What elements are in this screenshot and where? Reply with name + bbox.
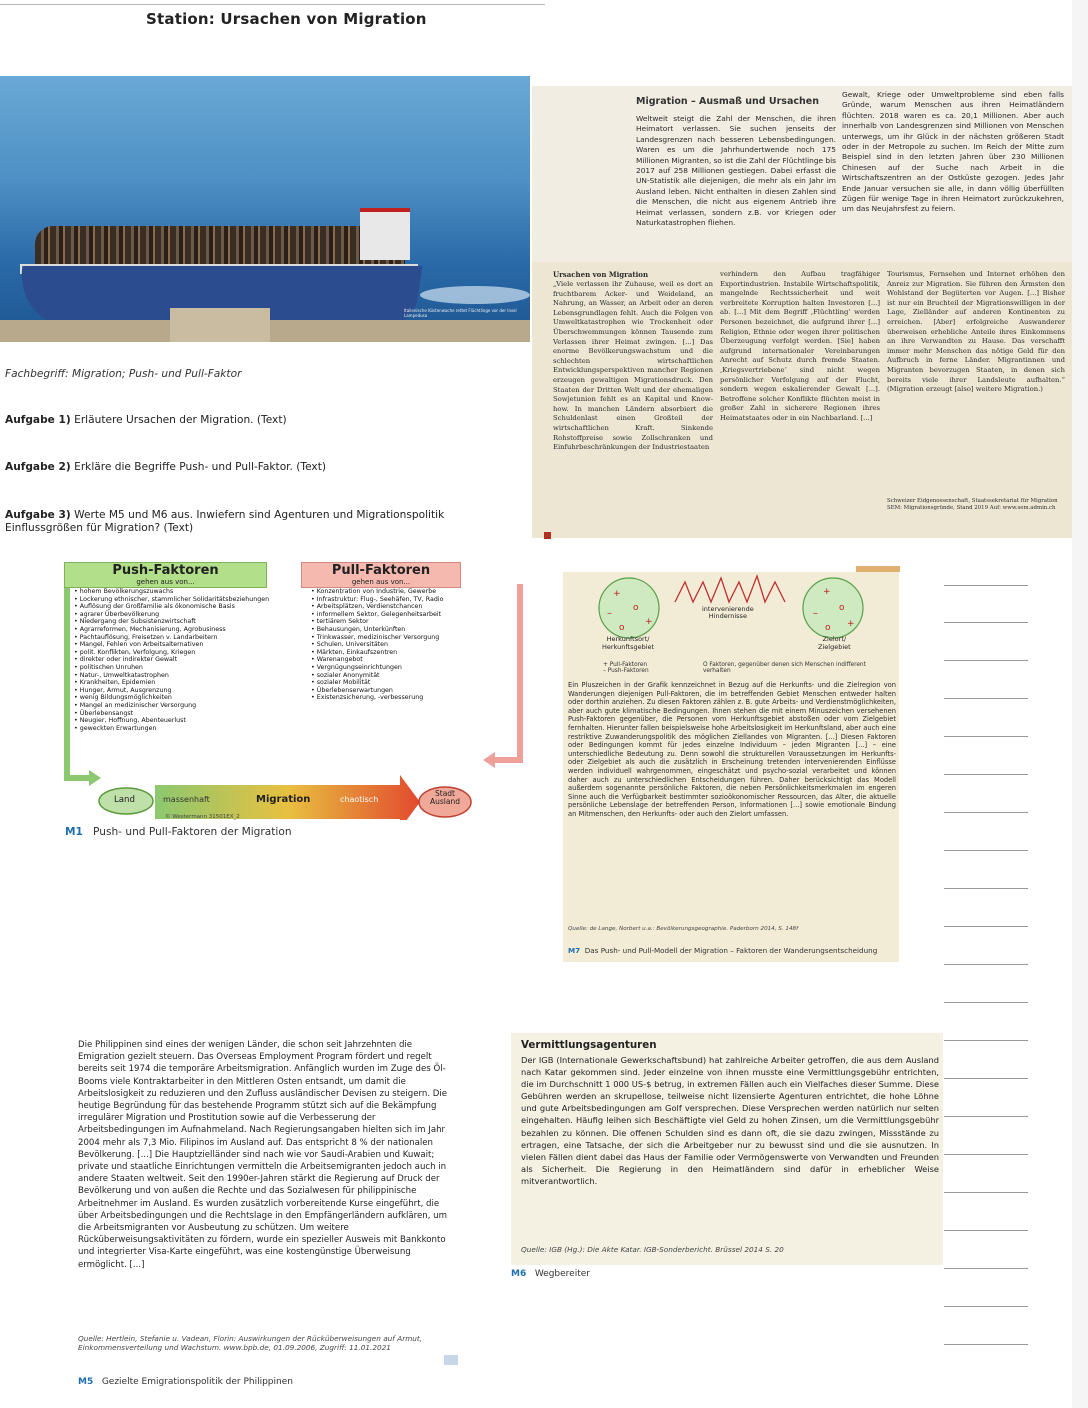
- answer-line: [944, 660, 1028, 661]
- answer-line: [944, 964, 1028, 965]
- quay-block: [170, 308, 270, 342]
- obstacles-zigzag: [675, 576, 785, 602]
- task-3-label: Aufgabe 3): [5, 509, 71, 521]
- article-col2: Gewalt, Kriege oder Umweltprobleme sind eben falls Gründe, warum Menschen aus ihren Heimatländern flüchten. 2018 waren es ca. 20,1 Millionen. Aber auch innerhalb von Landesgrenzen sind Millionen von Menschen unterwegs, um ihr Glück in der nächsten größeren Stadt oder in der Metropole zu suchen. Im Reich der Mitte zum Beispiel sind in den letzten Jahren über 230 Millionen Chinesen auf der Suche nach Arbeit in die Wirtschaftszentren an der Ostküste gezogen. Jedes Jahr Ende Januar versuchen sie alle, in dann völlig überfüllten Zügen für wenige Tage in ihren Heimatort zurückzukehren, um das Neujahrsfest zu feiern.: [842, 90, 1064, 214]
- factor-item: • Warenangebot: [311, 656, 471, 664]
- m6-title: Vermittlungsagenturen: [521, 1039, 657, 1051]
- chaotisch-label: chaotisch: [340, 795, 379, 804]
- answer-line: [944, 1116, 1028, 1117]
- factor-item: • Natur-, Umweltkatastrophen: [74, 672, 274, 680]
- origin-label: [602, 636, 654, 651]
- dest-zero-1: o: [839, 603, 845, 613]
- massenhaft-label: massenhaft: [163, 795, 210, 804]
- factor-item: • Trinkwasser, medizinischer Versorgung: [311, 634, 471, 642]
- m1-caption-text: Push- und Pull-Faktoren der Migration: [93, 826, 292, 838]
- factor-item: • Überlebenserwartungen: [311, 687, 471, 695]
- push-box: [64, 562, 267, 588]
- task-3: [5, 509, 525, 535]
- destination-label-1: Zielort/: [822, 635, 847, 643]
- factor-item: • Existenzsicherung, -verbesserung: [311, 694, 471, 702]
- origin-label-1: Herkunftsort/: [606, 635, 650, 643]
- task-1-text: Erläutere Ursachen der Migration. (Text): [70, 414, 287, 426]
- pull-factor-list: [311, 588, 471, 702]
- boat-photo: [0, 76, 530, 342]
- city-label: [430, 790, 460, 806]
- legend-push: – Push-Faktoren: [603, 668, 649, 675]
- factor-item: • Märkten, Einkaufszentren: [311, 649, 471, 657]
- push-arrow-head: [89, 770, 101, 786]
- m6-caption-label: M6: [511, 1269, 527, 1279]
- factor-item: • politischen Unruhen: [74, 664, 274, 672]
- section-title: Ursachen von Migration: [553, 270, 649, 279]
- answer-line: [944, 888, 1028, 889]
- factor-item: • agrarer Überbevölkerung: [74, 611, 274, 619]
- answer-line: [944, 812, 1028, 813]
- legend-neutral: O Faktoren, gegenüber denen sich Menschen indifferent verhalten: [703, 662, 866, 675]
- photo-caption: Italienische Küstenwache rettet Flüchtlinge vor der Insel Lampedusa: [404, 308, 517, 318]
- dest-plus-1: +: [823, 587, 831, 597]
- fachbegriff: Fachbegriff: Migration; Push- und Pull-Faktor: [5, 368, 242, 380]
- answer-line: [944, 1192, 1028, 1193]
- factor-item: • Pachtauflösung, Freisetzen v. Landarbeitern: [74, 634, 274, 642]
- page-edge: [1072, 0, 1088, 1408]
- section-col3: Tourismus, Fernsehen und Internet erhöhen den Anreiz zur Migration. Sie führen den Ärmsten den Wohlstand der Begüterten vor Augen. [...] Bisher ist nur ein Bruchteil der Migrationswilligen in der Lage, Zielländer auf anderen Kontinenten zu erreichen. [Aber] erfolgreiche Auswanderer überweisen erhebliche Anteile ihres Einkommens an ihre Verwandten zu Hause. Das verschafft immer mehr Menschen das nötige Geld für den Aufbruch in ferne Länder. Migrantinnen und Migranten bevorzugen Staaten, in denen sich bereits viele ihrer Landsleute aufhalten.“ (Migration erzeugt [also] weitere Migration.): [887, 270, 1065, 394]
- destination-label-2: Zielgebiet: [818, 642, 851, 651]
- destination-circle: [803, 578, 863, 638]
- factor-item: • hohem Bevölkerungszuwachs: [74, 588, 274, 596]
- pull-arrow-line: [495, 584, 520, 760]
- page-title: Station: Ursachen von Migration: [146, 10, 427, 28]
- factor-item: • wenig Bildungsmöglichkeiten: [74, 694, 274, 702]
- task-1: [5, 414, 287, 426]
- m6-caption-text: Wegbereiter: [534, 1269, 590, 1279]
- factor-item: • Konzentration von Industrie, Gewerbe: [311, 588, 471, 596]
- task-1-label: Aufgabe 1): [5, 414, 71, 426]
- factor-item: • geweckten Erwartungen: [74, 725, 274, 733]
- factor-item: • Schulen, Universitäten: [311, 641, 471, 649]
- factor-item: • Mangel an medizinischer Versorgung: [74, 702, 274, 710]
- origin-label-2: Herkunftsgebiet: [602, 642, 655, 651]
- m1-credit: © Westermann 31501EX_2: [165, 814, 240, 820]
- pull-title: Pull-Faktoren: [331, 563, 431, 578]
- legend-pull: + Pull-Faktoren: [603, 662, 648, 668]
- task-2-text: Erkläre die Begriffe Push- und Pull-Faktor. (Text): [70, 461, 326, 473]
- m6-caption: [511, 1269, 590, 1279]
- answer-line: [944, 1078, 1028, 1079]
- boat-wake: [420, 286, 530, 304]
- m1-caption: [65, 826, 292, 838]
- task-2: [5, 461, 326, 473]
- section-col2: verhindern den Aufbau tragfähiger Exportindustrien. Instabile Wirtschaftspolitik, mangelnde Rechtssicherheit und weit verbreitete Korruption halten Investoren [...] ab. [...] Mit dem Begriff ‚Flüchtling‘ werden Personen bezeichnet, die aufgrund ihrer [...] Religion, Ethnie oder wegen ihrer politischen Überzeugung verfolgt werden. [Sie] haben aufgrund internationaler Vereinbarungen Anrecht auf Schutz durch fremde Staaten. ‚Kriegsvertriebene‘ sind nicht wegen persönlicher Verfolgung auf der Flucht, sondern wegen eskalierender Gewalt [...]. Betroffene solcher Konflikte flüchten meist in großer Zahl in sicherere Regionen ihres Heimatstaates oder in ein Nachbarland. [...]: [720, 270, 880, 422]
- answer-line: [944, 1154, 1028, 1155]
- factor-item: • sozialer Anonymität: [311, 672, 471, 680]
- boat-crowd: [35, 226, 405, 268]
- answer-line: [944, 585, 1028, 586]
- hindernisse-label: Hindernisse: [708, 612, 747, 620]
- origin-minus-1: –: [607, 608, 612, 619]
- article-col1: Weltweit steigt die Zahl der Menschen, die ihren Heimatort verlassen. Sie suchen jenseits der Landesgrenzen nach besseren Lebensbedingungen. Waren es um die Jahrhundertwende noch 175 Millionen Migranten, so ist die Zahl der Flüchtlinge bis 2017 auf 258 Millionen gestiegen. Dabei erfasst die UN-Statistik alle diejenigen, die mehr als ein Jahr im Ausland leben. Nicht enthalten in diesen Zahlen sind die Menschen, die nicht aus eigenem Antrieb ihre Heimat verlassen, sondern z.B. vor Kriegen oder Naturkatastrophen fliehen.: [636, 114, 836, 228]
- article-marker: [544, 532, 551, 539]
- answer-line: [944, 1344, 1028, 1345]
- factor-item: • Auflösung der Großfamilie als ökonomische Basis: [74, 603, 274, 611]
- m1-caption-label: M1: [65, 826, 83, 838]
- m5-caption-text: Gezielte Emigrationspolitik der Philippinen: [101, 1377, 293, 1387]
- m5-source: Quelle: Hertlein, Stefanie u. Vadean, Florin: Auswirkungen der Rücküberweisungen auf Armut, Einkommensverteilung und Wachstum. www.bpb.de, 01.09.2006, Zugriff: 11.01.2021: [78, 1334, 423, 1353]
- factor-item: • Überlebensangst: [74, 710, 274, 718]
- factor-item: • Agrarreformen, Mechanisierung, Agrobusiness: [74, 626, 274, 634]
- factor-item: • Hunger, Armut, Ausgrenzung: [74, 687, 274, 695]
- answer-line: [944, 698, 1028, 699]
- answer-line: [944, 1230, 1028, 1231]
- factor-item: • informellem Sektor, Gelegenheitsarbeit: [311, 611, 471, 619]
- factor-item: • Vergnügungseinrichtungen: [311, 664, 471, 672]
- m7-text: Ein Pluszeichen in der Grafik kennzeichnet in Bezug auf die Herkunfts- und die Zielregion von Wanderungen diejenigen Pull-Faktoren, die im betreffenden Gebiet Menschen entweder halten oder dorthin anziehen. Zu diesen Faktoren zählen z. B. gute Arbeits- und Verdienstmöglichkeiten, aber auch gute klimatische Bedingungen. Ihnen stehen die mit einem Minuszeichen versehenen Push-Faktoren gegenüber, die Personen vom Herkunftsgebiet abstoßen oder vom Zielgebiet fernhalten. Hierunter fallen beispielsweise hohe Arbeitslosigkeit im Herkunftsland, aber auch eine restriktive Zuwanderungspolitik des möglichen Ziellandes von Migranten. [...] Diesen Faktoren oder Bedingungen kommt für jedes einzelne Individuum – jeden Migranten [...] – eine unterschiedliche Bedeutung zu. Denn sowohl die strukturellen Voraussetzungen im Herkunfts- oder Zielgebiet als auch die zusätzlich in Erscheinung tretenden intervenierenden Einflüsse werden individuell wahrgenommen, eingeschätzt und psycho-sozial verarbeitet und können daher auch zu unterschiedlichen Entscheidungen führen. Daher berücksichtigt das Modell außerdem sogenannte persönliche Faktoren, die neben Persönlichkeitsmerkmalen im engeren Sinne auch die Verfügbarkeit bestimmter sozioökonomischer Ressourcen, das Alter, die aktuelle persönliche Lebenslage der betreffenden Person, Informationen [...] sowie emotionale Bindung an Mitmenschen, den Herkunfts- oder auch den Zielort umfassen.: [568, 681, 896, 818]
- factor-item: • Krankheiten, Epidemien: [74, 679, 274, 687]
- m6-source: Quelle: IGB (Hg.): Die Akte Katar. IGB-Sonderbericht. Brüssel 2014 S. 20: [521, 1245, 784, 1254]
- origin-zero-1: o: [633, 603, 639, 613]
- push-factor-list: [74, 588, 274, 732]
- top-divider: [0, 4, 545, 5]
- migration-label: Migration: [256, 794, 311, 805]
- answer-line: [944, 926, 1028, 927]
- factor-item: • Lockerung ethnischer, stammlicher Solidaritätsbeziehungen: [74, 596, 274, 604]
- destination-label: [818, 636, 851, 651]
- task-3-text: Werte M5 und M6 aus. Inwiefern sind Agenturen und Migrationspolitik Einflussgrößen für Migration? (Text): [5, 509, 445, 534]
- m7-caption-label: M7: [568, 946, 581, 955]
- answer-line: [944, 850, 1028, 851]
- dest-minus-1: –: [813, 608, 818, 619]
- intervenierende-label: intervenierende: [702, 605, 754, 613]
- answer-line: [944, 774, 1028, 775]
- m7-caption-text: Das Push- und Pull-Modell der Migration – Faktoren der Wanderungsentscheidung: [584, 946, 878, 955]
- m7-caption: [568, 947, 878, 956]
- boat-cabin: [360, 208, 410, 260]
- factor-item: • polit. Konflikten, Verfolgung, Kriegen: [74, 649, 274, 657]
- m5-marker: [444, 1355, 458, 1365]
- push-title: Push-Faktoren: [112, 563, 219, 578]
- ausland-label: Ausland: [430, 797, 460, 806]
- m7-legend-left: [603, 662, 649, 675]
- task-2-label: Aufgabe 2): [5, 461, 71, 473]
- dest-zero-2: o: [825, 623, 831, 633]
- pull-arrow-head: [483, 752, 495, 768]
- m6-text: Der IGB (Internationale Gewerkschaftsbund) hat zahlreiche Arbeiter getroffen, die aus dem Ausland nach Katar gekommen sind. Jeder einzelne von ihnen musste eine Vermittlungsgebühr entrichten, die im Durchschnitt 1 000 US-$ betrug, in extremen Fällen auch ein Vielfaches dieser Summe. Diese Gebühren werden an skrupellose, teilweise nicht lizensierte Agenturen entrichtet, die hohe Löhne und gute Arbeitsbedingungen am Golf versprechen. Diese Versprechen werden natürlich nur selten eingehalten. Häufig leihen sich Beschäftigte viel Geld zu hohen Zinsen, um die Vermittlungsgebühr bezahlen zu können. Die offenen Schulden sind es dann oft, die sie dazu zwingen, Missstände zu ertragen, eine Tatsache, der sich die Arbeitgeber nur zu bewusst sind und die sie ausnutzen. In vielen Fällen dient dabei das Haus der Familie oder Vermögenswerte von Verwandten und Freunden als Sicherheit. Die Regierung in den Heimatländern sind dafür in erheblicher Weise mitverantwortlich.: [521, 1055, 939, 1186]
- land-label: Land: [114, 795, 135, 805]
- factor-item: • Behausungen, Unterkünften: [311, 626, 471, 634]
- answer-line: [944, 1040, 1028, 1041]
- obstacles-label: [702, 606, 754, 620]
- answer-line: [944, 1306, 1028, 1307]
- pull-box: [301, 562, 461, 588]
- origin-plus-2: +: [645, 617, 653, 627]
- answer-line: [944, 1268, 1028, 1269]
- origin-zero-2: o: [619, 623, 625, 633]
- origin-plus-1: +: [613, 589, 621, 599]
- factor-item: • Arbeitsplätzen, Verdienstchancen: [311, 603, 471, 611]
- m5-text: Die Philippinen sind eines der wenigen Länder, die schon seit Jahrzehnten die Emigration gezielt steuern. Das Overseas Employment Program fördert und regelt bereits seit 1974 die temporäre Arbeitsmigration. Anfänglich wurden im Zuge des Öl-Booms viele Kontraktarbeiter in den Mittleren Osten entsandt, um damit die Arbeitslosigkeit zu reduzieren und den Zufluss ausländischer Devisen zu steigern. Die heutige Begründung für das bestehende Programm stützt sich auf die Bekämpfung irregulärer Migration und Prostitution sowie auf die Verbesserung der Arbeitsbedingungen im Aufnahmeland. Nach Regierungsangaben hielten sich im Jahr 2004 mehr als 7,3 Mio. Filipinos im Ausland auf. Das entspricht 8 % der nationalen Bevölkerung. [...] Die Hauptzielländer sind nach wie vor Saudi-Arabien und Kuwait; private und staatliche Einrichtungen vermitteln die Arbeitsemigranten jedoch auch in andere Staaten weltweit. Seit den 1990er-Jahren stärkt die Regierung auf Druck der Bevölkerung und von außen die Rechte und das Sozialwesen für philippinische Arbeitnehmer im Ausland. Es wurden zusätzlich vorbereitende Kurse eingeführt, die über Arbeitsbedingungen und die Rechtslage in den Empfängerländern aufklären, um die Arbeitsmigranten vor Ausbeutung zu schützen. Um weitere Rücküberweisungsaktivitäten zu fördern, wurde ein spezieller Ausweis mit Bankkonto und integrierter Visa-Karte eingeführt, was eine kostengünstige Überweisung ermöglicht. [...]: [78, 1040, 448, 1270]
- factor-item: • Neugier, Hoffnung, Abenteuerlust: [74, 717, 274, 725]
- factor-item: • Infrastruktur: Flug-, Seehäfen, TV, Radio: [311, 596, 471, 604]
- factor-item: • direkter oder indirekter Gewalt: [74, 656, 274, 664]
- stadt-label: Stadt: [435, 789, 455, 798]
- push-subtitle: gehen aus von...: [136, 578, 195, 586]
- article-title: Migration – Ausmaß und Ursachen: [636, 96, 819, 107]
- factor-item: • tertiärem Sektor: [311, 618, 471, 626]
- factor-item: • Mangel, Fehlen von Arbeitsalternativen: [74, 641, 274, 649]
- dest-plus-2: +: [847, 619, 855, 629]
- section-source: Schweizer Eidgenossenschaft, Staatssekretariat für Migration SEM: Migrationsgründe, Stand 2019 Auf: www.sem.admin.ch: [887, 498, 1058, 511]
- answer-line: [944, 736, 1028, 737]
- m7-source: Quelle: de Lange, Norbert u.a.: Bevölkerungsgeographie. Paderborn 2014, S. 148f: [568, 926, 799, 932]
- pull-subtitle: gehen aus von...: [351, 578, 411, 586]
- m5-caption: [78, 1377, 293, 1387]
- m5-caption-label: M5: [78, 1377, 94, 1387]
- answer-line: [944, 622, 1028, 623]
- factor-item: • Niedergang der Subsistenzwirtschaft: [74, 618, 274, 626]
- answer-line: [944, 1002, 1028, 1003]
- section-col1: „Viele verlassen ihr Zuhause, weil es dort an fruchtbarem Acker- und Weideland, an Nahrung, an Wasser, an Arbeit oder an deren Lebensgrundlagen fehlt. Auch die Folgen von Umweltkatastrophen wie Trockenheit oder Überschwemmungen können Tausende zum Verlassen ihrer Heimat zwingen. [...] Das enorme Bevölkerungswachstum und die schlechten wirtschaftlichen Entwicklungsperspektiven mancher Regionen erzeugen gewaltigen Migrationsdruck. Den Staaten der Dritten Welt und der ehemaligen Sowjetunion fehlt es an Kapital und Know-how. In manchen Ländern absorbiert die Schuldenlast einen Großteil der wirtschaftlichen Kraft. Sinkende Rohstoffpreise sowie Zollschranken und Einfuhrbeschränkungen der Industriestaaten: [553, 280, 713, 452]
- factor-item: • sozialer Mobilität: [311, 679, 471, 687]
